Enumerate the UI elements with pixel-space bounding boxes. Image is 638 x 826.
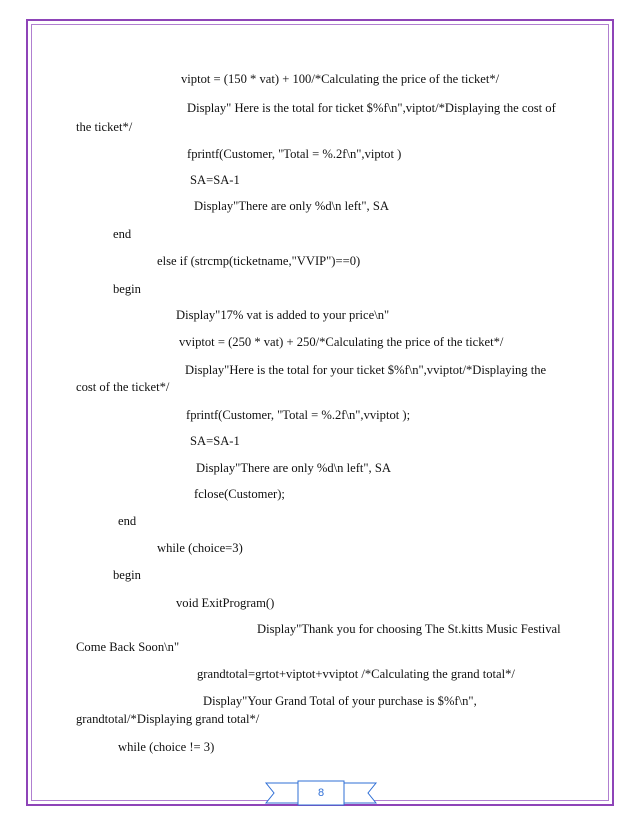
code-line: Display" Here is the total for ticket $%f\n",viptot/*Displaying the cost of [187, 101, 556, 115]
page-number: 8 [317, 787, 325, 799]
code-line: Come Back Soon\n" [76, 640, 180, 654]
code-line: viptot = (150 * vat) + 100/*Calculating the price of the ticket*/ [181, 72, 500, 86]
code-line: fprintf(Customer, "Total = %.2f\n",vviptot ); [186, 408, 411, 422]
code-line: begin [113, 282, 141, 296]
code-line: Display"17% vat is added to your price\n" [176, 308, 390, 322]
code-line: cost of the ticket*/ [76, 380, 170, 394]
code-line: end [118, 514, 137, 528]
code-line: SA=SA-1 [190, 173, 240, 187]
code-line: Display"There are only %d\n left", SA [194, 199, 389, 213]
page-number-marker [262, 780, 380, 806]
code-line: fprintf(Customer, "Total = %.2f\n",viptot ) [187, 147, 402, 161]
code-line: the ticket*/ [76, 120, 133, 134]
code-line: grandtotal=grtot+viptot+vviptot /*Calculating the grand total*/ [197, 667, 515, 681]
code-line: fclose(Customer); [194, 487, 285, 501]
code-line: vviptot = (250 * vat) + 250/*Calculating the price of the ticket*/ [179, 335, 504, 349]
code-line: Display"Here is the total for your ticket $%f\n",vviptot/*Displaying the [185, 363, 547, 377]
code-line: SA=SA-1 [190, 434, 240, 448]
code-line: else if (strcmp(ticketname,"VVIP")==0) [157, 254, 361, 268]
code-line: Display"Your Grand Total of your purchase is $%f\n", [203, 694, 477, 708]
code-line: Display"Thank you for choosing The St.kitts Music Festival [257, 622, 561, 636]
code-line: while (choice != 3) [118, 740, 215, 754]
code-line: grandtotal/*Displaying grand total*/ [76, 712, 260, 726]
code-line: end [113, 227, 132, 241]
code-line: Display"There are only %d\n left", SA [196, 461, 391, 475]
code-line: begin [113, 568, 141, 582]
code-line: void ExitProgram() [176, 596, 275, 610]
code-line: while (choice=3) [157, 541, 243, 555]
